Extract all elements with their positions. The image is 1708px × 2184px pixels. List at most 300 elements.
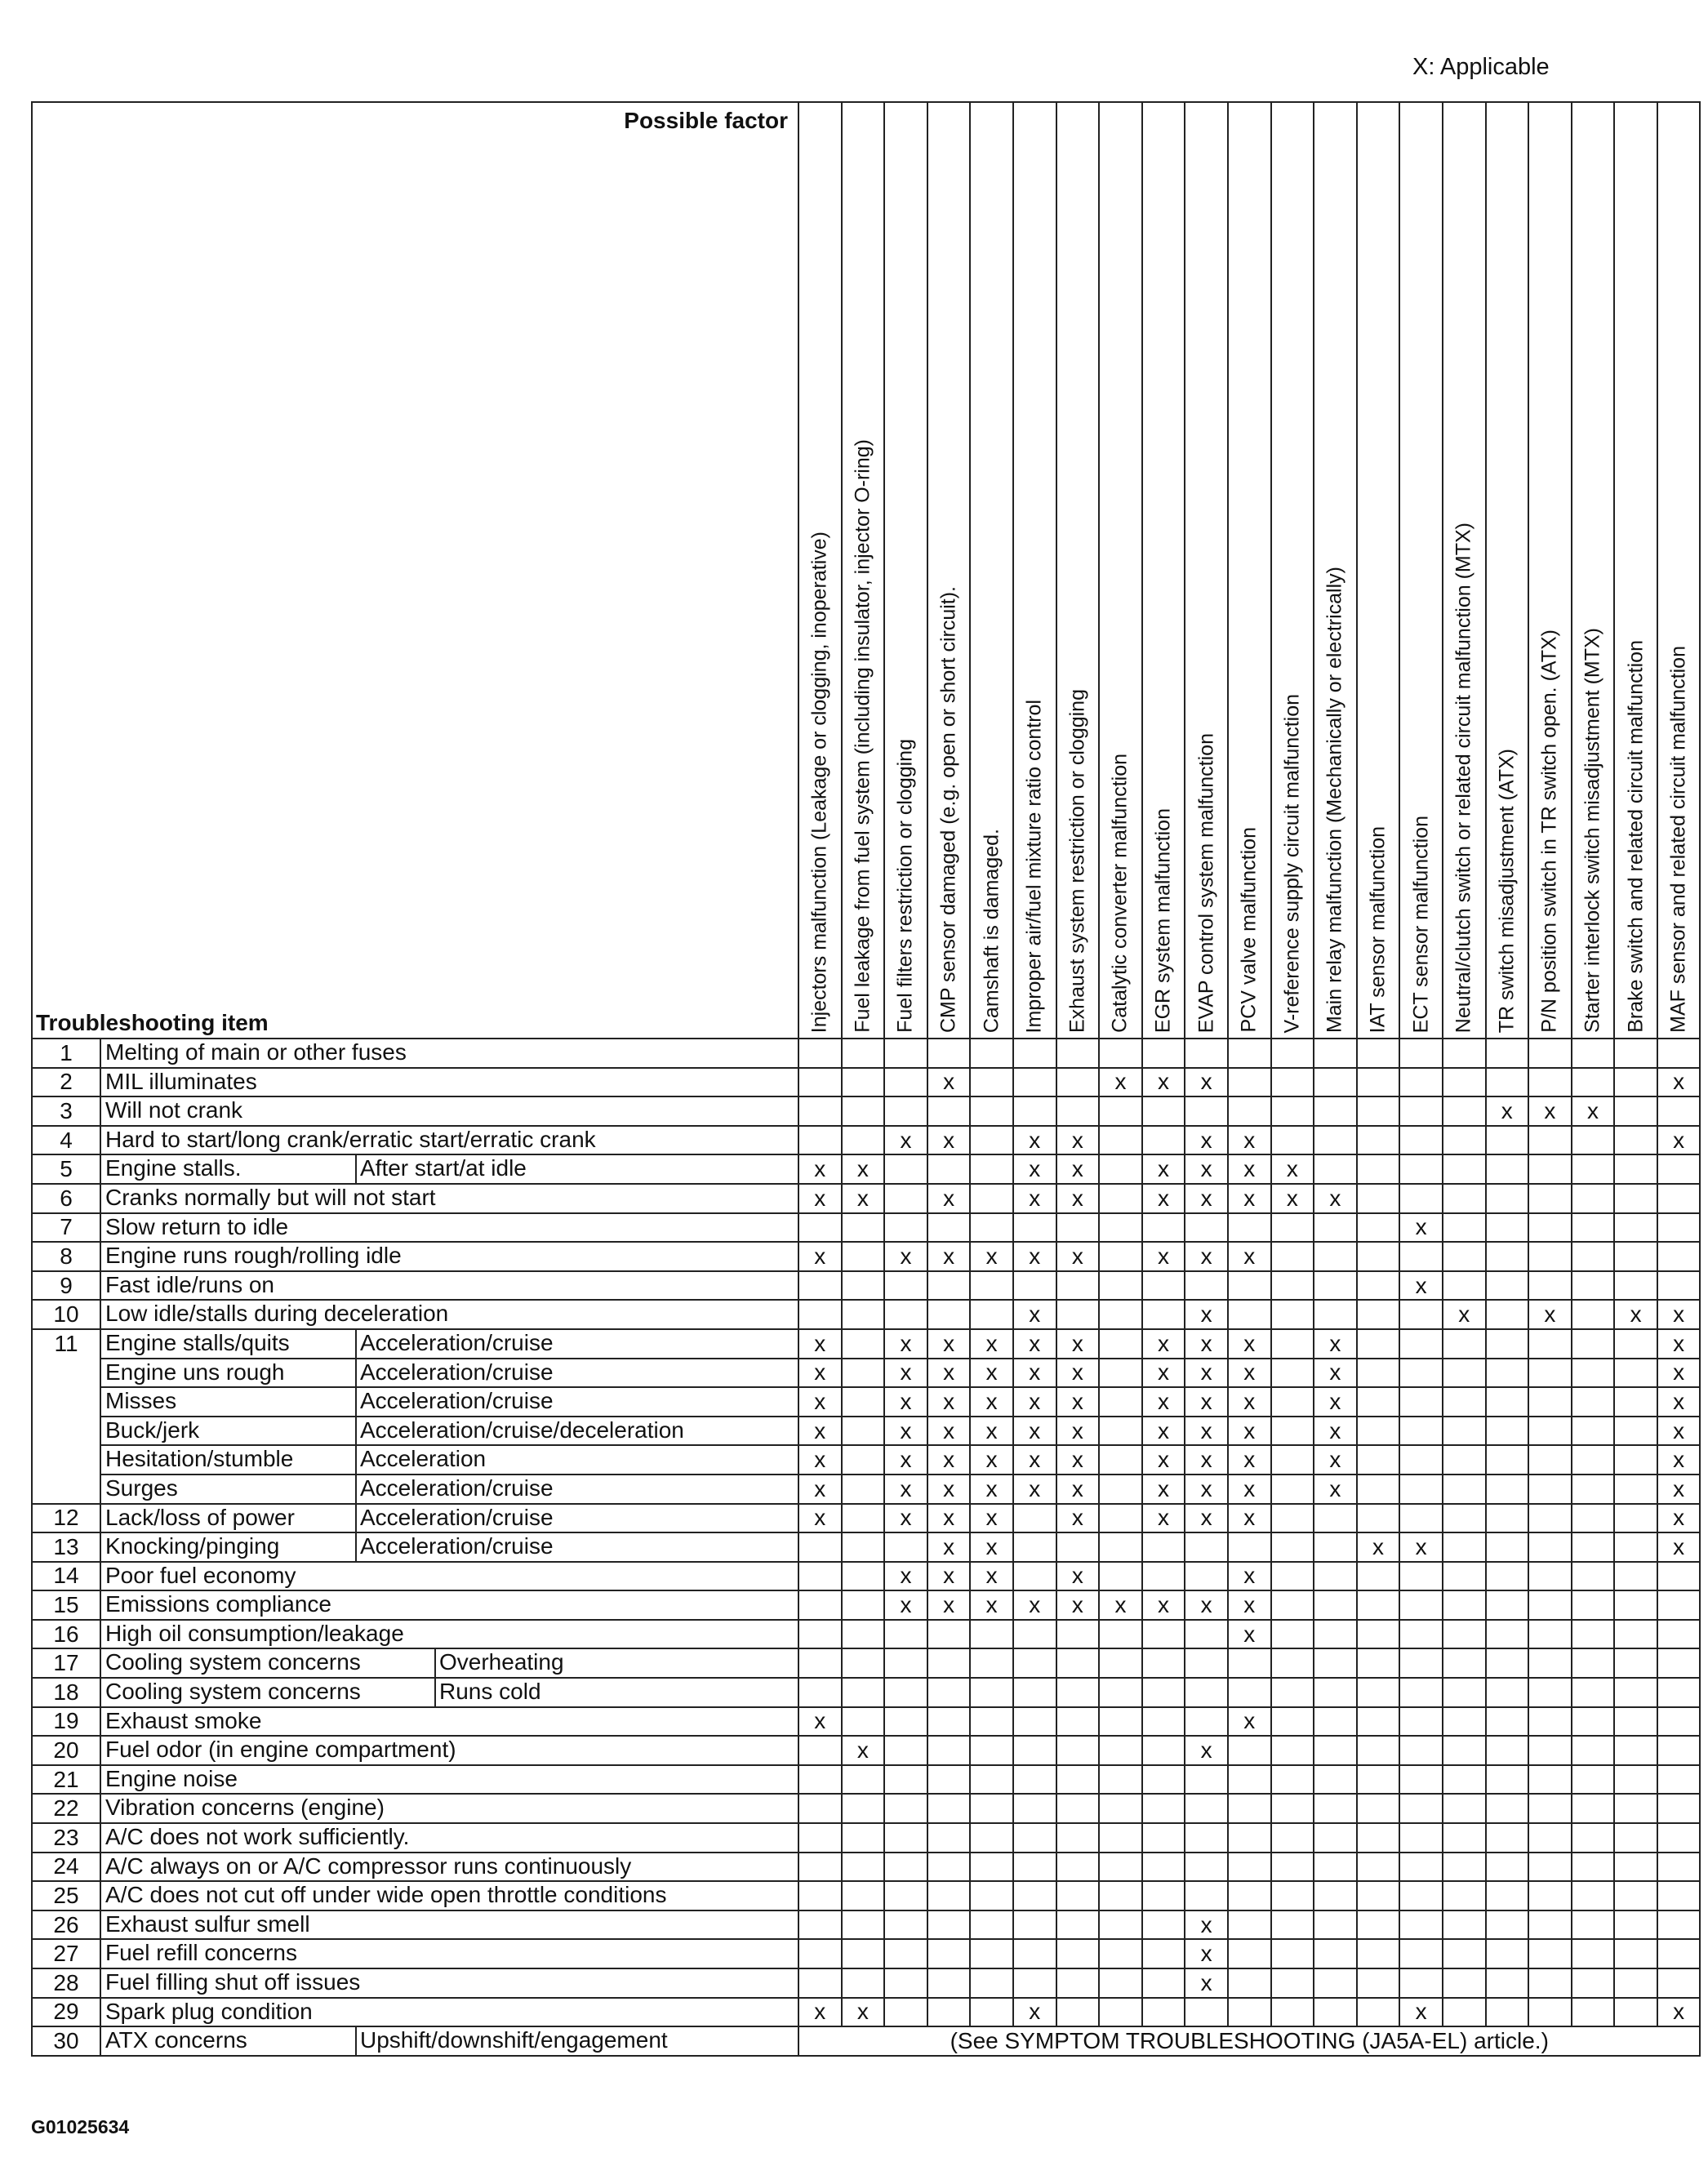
empty-cell	[927, 1648, 971, 1678]
empty-cell	[970, 1707, 1013, 1737]
empty-cell	[1271, 1504, 1314, 1533]
empty-cell	[1056, 1939, 1100, 1968]
empty-cell	[1614, 1184, 1657, 1213]
factor-header	[1357, 102, 1400, 1039]
empty-cell	[1528, 1184, 1572, 1213]
factor-header	[1013, 102, 1056, 1039]
cell-divider	[355, 1417, 357, 1446]
empty-cell	[1357, 1853, 1400, 1882]
empty-cell	[1099, 1765, 1142, 1795]
factor-label: P/N position switch in TR switch open. (ATX)	[1537, 629, 1561, 1033]
empty-cell	[798, 1853, 842, 1882]
applicable-mark: x	[1228, 1475, 1271, 1504]
empty-cell	[927, 1154, 971, 1184]
empty-cell	[1357, 1096, 1400, 1126]
empty-cell	[798, 1126, 842, 1155]
symptom-cell	[100, 1387, 798, 1417]
empty-cell	[1099, 1184, 1142, 1213]
item-number: 22	[32, 1794, 100, 1823]
empty-cell	[798, 1939, 842, 1968]
empty-cell	[1056, 1620, 1100, 1649]
item-number: 29	[32, 1998, 100, 2027]
empty-cell	[1314, 1968, 1357, 1998]
applicable-mark: x	[1185, 1910, 1228, 1940]
empty-cell	[1486, 1736, 1529, 1765]
empty-cell	[842, 1068, 885, 1097]
empty-cell	[1399, 1939, 1443, 1968]
applicable-mark: x	[970, 1417, 1013, 1446]
empty-cell	[1056, 1068, 1100, 1097]
applicable-mark: x	[1056, 1359, 1100, 1388]
empty-cell	[1443, 1968, 1486, 1998]
empty-cell	[1614, 1853, 1657, 1882]
applicable-mark: x	[1185, 1154, 1228, 1184]
empty-cell	[1614, 1096, 1657, 1126]
applicable-mark: x	[1056, 1329, 1100, 1359]
item-number: 15	[32, 1590, 100, 1620]
symptom-cell	[100, 1504, 798, 1533]
empty-cell	[1657, 1039, 1701, 1068]
empty-cell	[884, 1968, 927, 1998]
empty-cell	[1399, 1068, 1443, 1097]
applicable-mark: x	[798, 1998, 842, 2027]
applicable-mark: x	[1228, 1126, 1271, 1155]
applicable-mark: x	[1013, 1445, 1056, 1475]
symptom-text: Will not crank	[105, 1097, 243, 1123]
symptom-cell	[100, 1154, 798, 1184]
empty-cell	[1486, 1707, 1529, 1737]
factor-header	[1572, 102, 1615, 1039]
empty-cell	[1528, 1532, 1572, 1562]
empty-cell	[1099, 1562, 1142, 1591]
condition-text: Acceleration/cruise	[360, 1388, 554, 1414]
empty-cell	[1399, 1736, 1443, 1765]
empty-cell	[798, 1968, 842, 1998]
table-row	[32, 1736, 1700, 1765]
empty-cell	[842, 1329, 885, 1359]
empty-cell	[1185, 1707, 1228, 1737]
item-number: 16	[32, 1620, 100, 1649]
empty-cell	[1228, 1794, 1271, 1823]
table-row	[32, 1853, 1700, 1882]
symptom-text: Lack/loss of power	[105, 1504, 295, 1530]
symptom-text: Spark plug condition	[105, 1998, 313, 2024]
empty-cell	[1271, 1068, 1314, 1097]
empty-cell	[1228, 1300, 1271, 1329]
empty-cell	[1228, 1939, 1271, 1968]
empty-cell	[1013, 1039, 1056, 1068]
empty-cell	[1013, 1532, 1056, 1562]
symptom-text: Engine uns rough	[105, 1359, 285, 1385]
empty-cell	[1357, 1910, 1400, 1940]
applicable-mark: x	[1314, 1417, 1357, 1446]
item-number: 6	[32, 1184, 100, 1213]
empty-cell	[1399, 1590, 1443, 1620]
empty-cell	[1657, 1678, 1701, 1707]
empty-cell	[1271, 1620, 1314, 1649]
empty-cell	[884, 1765, 927, 1795]
empty-cell	[1185, 1532, 1228, 1562]
item-number: 7	[32, 1213, 100, 1243]
symptom-cell	[100, 1707, 798, 1737]
symptom-cell	[100, 1213, 798, 1243]
condition-text: Acceleration/cruise	[360, 1329, 554, 1355]
factor-header	[1142, 102, 1185, 1039]
empty-cell	[1614, 1329, 1657, 1359]
item-number: 12	[32, 1504, 100, 1533]
empty-cell	[798, 1910, 842, 1940]
applicable-mark: x	[1657, 1445, 1701, 1475]
table-row	[32, 1910, 1700, 1940]
empty-cell	[1399, 1648, 1443, 1678]
empty-cell	[1099, 1154, 1142, 1184]
table-row	[32, 1096, 1700, 1126]
empty-cell	[927, 1213, 971, 1243]
factor-label: Injectors malfunction (Leakage or clogging, inoperative)	[807, 531, 831, 1033]
applicable-mark: x	[927, 1445, 971, 1475]
empty-cell	[842, 1823, 885, 1853]
symptom-cell	[100, 1445, 798, 1475]
empty-cell	[970, 1678, 1013, 1707]
empty-cell	[1142, 1126, 1185, 1155]
empty-cell	[1013, 1823, 1056, 1853]
empty-cell	[1399, 1504, 1443, 1533]
empty-cell	[1271, 1096, 1314, 1126]
applicable-mark: x	[1486, 1096, 1529, 1126]
factor-label: Exhaust system restriction or clogging	[1065, 688, 1089, 1033]
applicable-mark: x	[1056, 1590, 1100, 1620]
empty-cell	[798, 1590, 842, 1620]
cell-divider	[355, 1504, 357, 1533]
empty-cell	[798, 1620, 842, 1649]
empty-cell	[1443, 1271, 1486, 1301]
applicable-mark: x	[927, 1387, 971, 1417]
empty-cell	[1056, 1648, 1100, 1678]
empty-cell	[798, 1736, 842, 1765]
empty-cell	[1314, 1504, 1357, 1533]
table-row	[32, 1475, 1700, 1504]
empty-cell	[1142, 1968, 1185, 1998]
factor-header	[1228, 102, 1271, 1039]
empty-cell	[1185, 1794, 1228, 1823]
table-row	[32, 1504, 1700, 1533]
empty-cell	[1399, 1968, 1443, 1998]
empty-cell	[1013, 1504, 1056, 1533]
symptom-text: Engine stalls.	[105, 1155, 242, 1181]
empty-cell	[884, 1823, 927, 1853]
empty-cell	[1185, 1881, 1228, 1910]
empty-cell	[842, 1096, 885, 1126]
empty-cell	[1142, 1910, 1185, 1940]
empty-cell	[927, 1271, 971, 1301]
empty-cell	[1357, 1329, 1400, 1359]
empty-cell	[1271, 1213, 1314, 1243]
empty-cell	[884, 1184, 927, 1213]
empty-cell	[1657, 1154, 1701, 1184]
empty-cell	[1099, 1532, 1142, 1562]
empty-cell	[1528, 1590, 1572, 1620]
applicable-mark: x	[1013, 1242, 1056, 1271]
empty-cell	[1185, 1213, 1228, 1243]
item-number: 3	[32, 1096, 100, 1126]
empty-cell	[884, 1736, 927, 1765]
empty-cell	[1099, 1648, 1142, 1678]
empty-cell	[842, 1532, 885, 1562]
empty-cell	[1099, 1475, 1142, 1504]
empty-cell	[1314, 1213, 1357, 1243]
possible-factor-label: Possible factor	[624, 108, 788, 133]
empty-cell	[1399, 1823, 1443, 1853]
empty-cell	[1013, 1707, 1056, 1737]
empty-cell	[1572, 1329, 1615, 1359]
empty-cell	[1399, 1562, 1443, 1591]
empty-cell	[1228, 1765, 1271, 1795]
empty-cell	[842, 1678, 885, 1707]
empty-cell	[1486, 1417, 1529, 1446]
empty-cell	[1099, 1213, 1142, 1243]
empty-cell	[1271, 1794, 1314, 1823]
empty-cell	[842, 1039, 885, 1068]
applicable-mark: x	[927, 1359, 971, 1388]
empty-cell	[842, 1300, 885, 1329]
applicable-mark: x	[970, 1445, 1013, 1475]
table-row	[32, 1881, 1700, 1910]
applicable-mark: x	[1056, 1475, 1100, 1504]
empty-cell	[1314, 1939, 1357, 1968]
empty-cell	[1614, 1154, 1657, 1184]
empty-cell	[1271, 1910, 1314, 1940]
item-number: 2	[32, 1068, 100, 1097]
empty-cell	[1657, 1939, 1701, 1968]
empty-cell	[1399, 1445, 1443, 1475]
symptom-cell	[100, 1126, 798, 1155]
empty-cell	[1572, 1445, 1615, 1475]
empty-cell	[927, 1823, 971, 1853]
empty-cell	[1657, 1242, 1701, 1271]
table-row	[32, 1823, 1700, 1853]
empty-cell	[1486, 1998, 1529, 2027]
empty-cell	[1443, 1504, 1486, 1533]
empty-cell	[1357, 1445, 1400, 1475]
empty-cell	[1528, 1881, 1572, 1910]
empty-cell	[1486, 1794, 1529, 1823]
empty-cell	[842, 1242, 885, 1271]
empty-cell	[1486, 1213, 1529, 1243]
applicable-mark: x	[1013, 1329, 1056, 1359]
symptom-text: Vibration concerns (engine)	[105, 1795, 385, 1821]
factor-header	[1443, 102, 1486, 1039]
factor-label: MAF sensor and related circuit malfunction	[1666, 646, 1690, 1033]
empty-cell	[884, 1707, 927, 1737]
empty-cell	[1099, 1126, 1142, 1155]
empty-cell	[798, 1648, 842, 1678]
empty-cell	[970, 1300, 1013, 1329]
empty-cell	[1443, 1068, 1486, 1097]
empty-cell	[927, 1910, 971, 1940]
factor-header	[798, 102, 842, 1039]
table-row	[32, 1707, 1700, 1737]
empty-cell	[1056, 1300, 1100, 1329]
item-number: 30	[32, 2026, 100, 2056]
empty-cell	[1443, 1707, 1486, 1737]
empty-cell	[1013, 1271, 1056, 1301]
empty-cell	[1399, 1475, 1443, 1504]
empty-cell	[1486, 1881, 1529, 1910]
item-number: 26	[32, 1910, 100, 1940]
factor-header	[1185, 102, 1228, 1039]
symptom-text: Cooling system concerns	[105, 1649, 361, 1675]
empty-cell	[1486, 1445, 1529, 1475]
empty-cell	[1099, 1445, 1142, 1475]
empty-cell	[1357, 1881, 1400, 1910]
applicable-mark: x	[1056, 1562, 1100, 1591]
applicable-mark: x	[1657, 1329, 1701, 1359]
item-number: 27	[32, 1939, 100, 1968]
empty-cell	[798, 1213, 842, 1243]
empty-cell	[1399, 1329, 1443, 1359]
empty-cell	[1142, 1648, 1185, 1678]
empty-cell	[884, 1096, 927, 1126]
applicable-mark: x	[1399, 1998, 1443, 2027]
empty-cell	[970, 1910, 1013, 1940]
symptom-text: Engine stalls/quits	[105, 1329, 290, 1355]
symptom-cell	[100, 1881, 798, 1910]
empty-cell	[970, 1736, 1013, 1765]
empty-cell	[1013, 1736, 1056, 1765]
symptom-cell	[100, 1532, 798, 1562]
empty-cell	[1614, 1242, 1657, 1271]
empty-cell	[1357, 1271, 1400, 1301]
empty-cell	[1142, 1939, 1185, 1968]
empty-cell	[1443, 1765, 1486, 1795]
applicable-mark: x	[1657, 1504, 1701, 1533]
empty-cell	[970, 1765, 1013, 1795]
empty-cell	[1528, 1213, 1572, 1243]
symptom-text: Cranks normally but will not start	[105, 1184, 436, 1210]
empty-cell	[884, 1300, 927, 1329]
empty-cell	[970, 1648, 1013, 1678]
empty-cell	[1572, 1300, 1615, 1329]
empty-cell	[1357, 1504, 1400, 1533]
applicable-mark: x	[1271, 1184, 1314, 1213]
empty-cell	[1572, 1590, 1615, 1620]
empty-cell	[1657, 1794, 1701, 1823]
empty-cell	[1528, 1968, 1572, 1998]
empty-cell	[1056, 1678, 1100, 1707]
empty-cell	[1614, 1648, 1657, 1678]
empty-cell	[1399, 1707, 1443, 1737]
symptom-cell	[100, 1910, 798, 1940]
empty-cell	[1528, 1648, 1572, 1678]
symptom-cell	[100, 1678, 798, 1707]
empty-cell	[1099, 1620, 1142, 1649]
applicable-mark: x	[1185, 1184, 1228, 1213]
symptom-cell	[100, 1242, 798, 1271]
empty-cell	[1142, 1794, 1185, 1823]
empty-cell	[1443, 1910, 1486, 1940]
empty-cell	[1271, 1271, 1314, 1301]
empty-cell	[1399, 1765, 1443, 1795]
cell-divider	[355, 1387, 357, 1417]
applicable-mark: x	[927, 1417, 971, 1446]
applicable-mark: x	[798, 1329, 842, 1359]
empty-cell	[1486, 1910, 1529, 1940]
empty-cell	[1614, 1532, 1657, 1562]
condition-text: Acceleration/cruise	[360, 1359, 554, 1385]
empty-cell	[1572, 1387, 1615, 1417]
empty-cell	[1399, 1039, 1443, 1068]
empty-cell	[842, 1881, 885, 1910]
empty-cell	[842, 1126, 885, 1155]
empty-cell	[927, 1968, 971, 1998]
factor-header	[1657, 102, 1701, 1039]
figure-id: G01025634	[31, 2116, 130, 2137]
symptom-text: ATX concerns	[105, 2027, 247, 2053]
empty-cell	[1657, 1096, 1701, 1126]
empty-cell	[1614, 1445, 1657, 1475]
factor-header	[1056, 102, 1100, 1039]
empty-cell	[1271, 1881, 1314, 1910]
empty-cell	[1528, 1678, 1572, 1707]
empty-cell	[970, 1968, 1013, 1998]
factor-header	[1099, 102, 1142, 1039]
applicable-mark: x	[1399, 1532, 1443, 1562]
applicable-mark: x	[1185, 1736, 1228, 1765]
empty-cell	[1399, 1794, 1443, 1823]
applicable-mark: x	[1142, 1417, 1185, 1446]
applicable-mark: x	[1271, 1154, 1314, 1184]
empty-cell	[1357, 1475, 1400, 1504]
empty-cell	[1614, 1387, 1657, 1417]
empty-cell	[1399, 1154, 1443, 1184]
empty-cell	[970, 1184, 1013, 1213]
applicable-mark: x	[1142, 1329, 1185, 1359]
factor-header	[970, 102, 1013, 1039]
applicable-mark: x	[798, 1445, 842, 1475]
empty-cell	[842, 1475, 885, 1504]
empty-cell	[1271, 1765, 1314, 1795]
empty-cell	[1572, 1881, 1615, 1910]
empty-cell	[1056, 1532, 1100, 1562]
symptom-cell	[100, 1300, 798, 1329]
empty-cell	[1357, 1707, 1400, 1737]
applicable-mark: x	[927, 1562, 971, 1591]
symptom-text: Fuel odor (in engine compartment)	[105, 1737, 456, 1763]
empty-cell	[970, 1096, 1013, 1126]
empty-cell	[798, 1300, 842, 1329]
factor-label: V-reference supply circuit malfunction	[1280, 693, 1304, 1033]
empty-cell	[1271, 1126, 1314, 1155]
empty-cell	[1099, 1707, 1142, 1737]
applicable-mark: x	[1056, 1126, 1100, 1155]
empty-cell	[1271, 1359, 1314, 1388]
table-row	[32, 1329, 1700, 1359]
empty-cell	[1443, 1096, 1486, 1126]
empty-cell	[1228, 1213, 1271, 1243]
legend: X: Applicable	[1412, 54, 1550, 80]
empty-cell	[1443, 1562, 1486, 1591]
applicable-mark: x	[1142, 1154, 1185, 1184]
applicable-mark: x	[970, 1329, 1013, 1359]
empty-cell	[1486, 1184, 1529, 1213]
empty-cell	[1228, 1968, 1271, 1998]
applicable-mark: x	[1099, 1590, 1142, 1620]
symptom-text: Misses	[105, 1388, 177, 1414]
empty-cell	[1443, 1939, 1486, 1968]
symptom-cell	[100, 1968, 798, 1998]
factor-header	[884, 102, 927, 1039]
empty-cell	[1528, 1417, 1572, 1446]
